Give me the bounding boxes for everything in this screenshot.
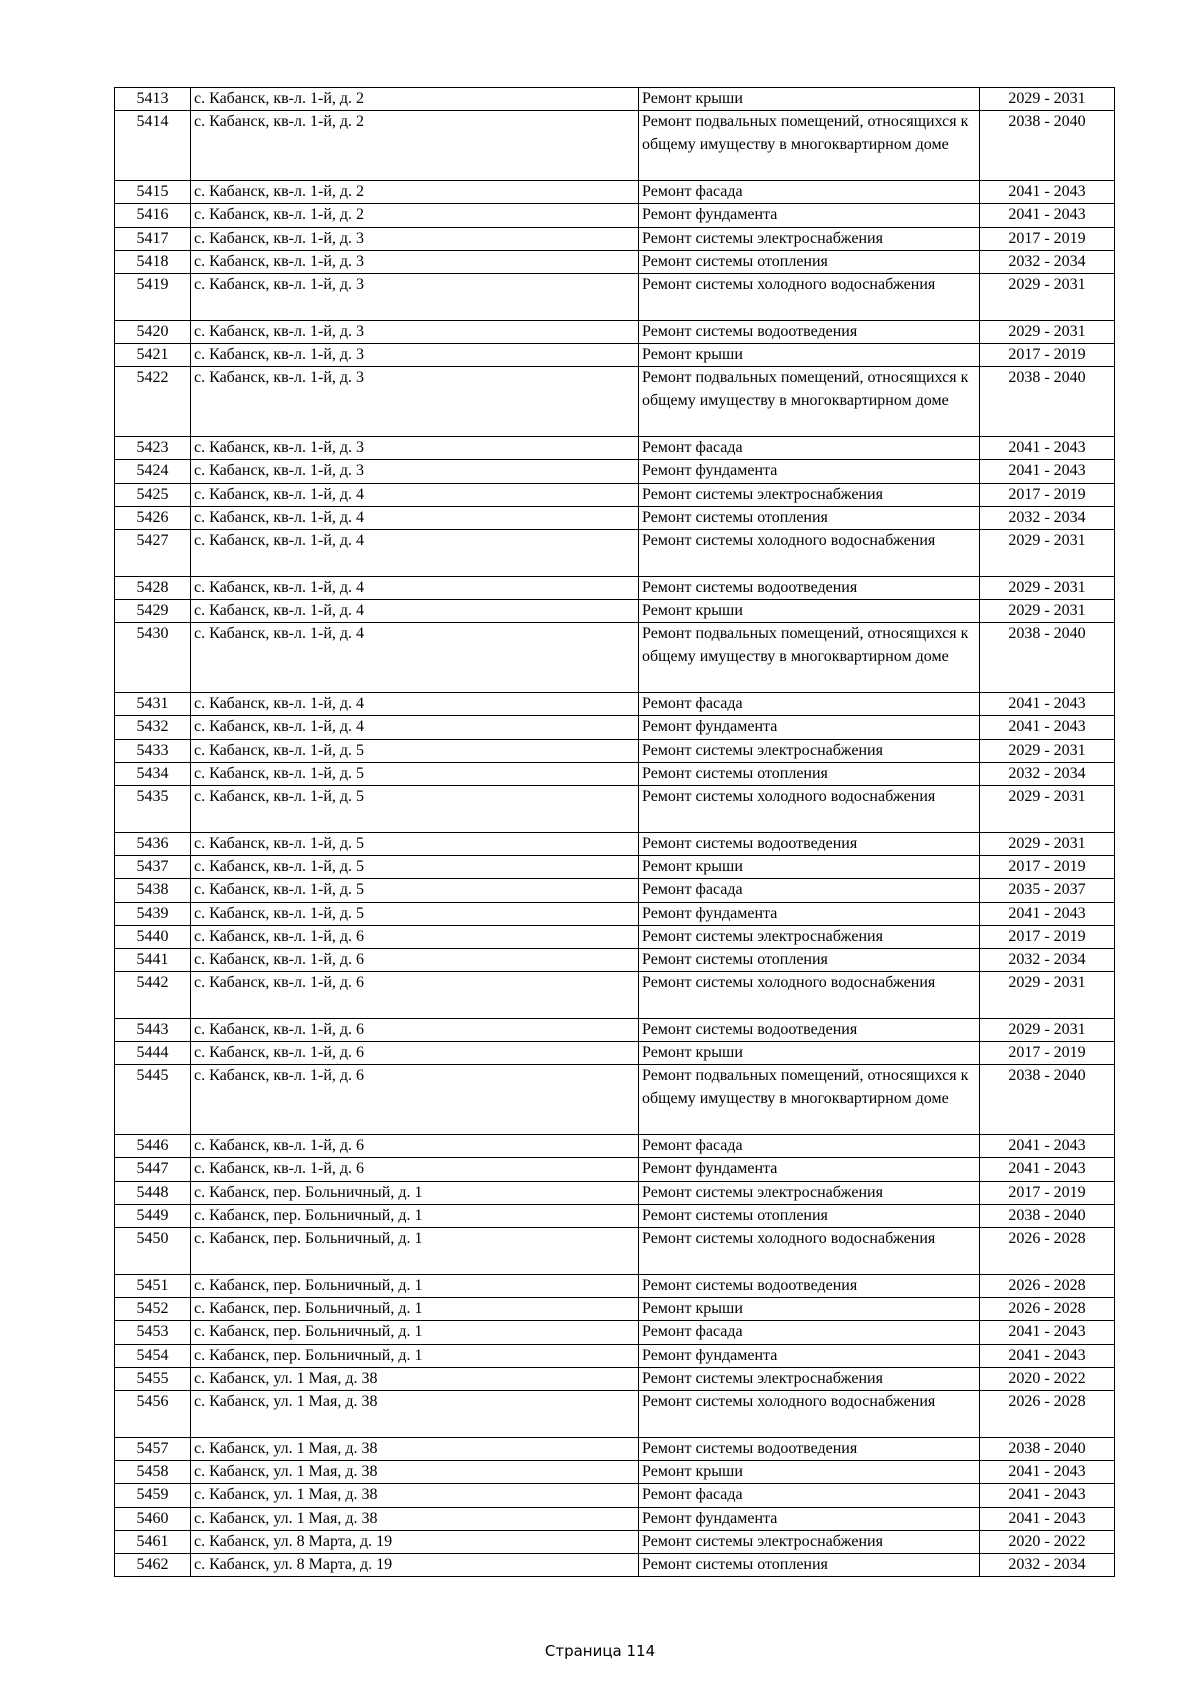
period-cell: 2026 - 2028: [980, 1298, 1115, 1321]
row-number-cell: 5429: [115, 599, 191, 622]
address-cell: с. Кабанск, ул. 1 Мая, д. 38: [191, 1484, 639, 1507]
work-type-cell: Ремонт фасада: [639, 879, 980, 902]
row-number-cell: 5447: [115, 1158, 191, 1181]
table-row: [115, 855, 1115, 878]
table-row: [115, 949, 1115, 972]
address-cell: с. Кабанск, кв-л. 1-й, д. 5: [191, 739, 639, 762]
address-cell: с. Кабанск, кв-л. 1-й, д. 6: [191, 1018, 639, 1041]
work-type-cell: Ремонт системы водоотведения: [639, 1274, 980, 1297]
table-row: [115, 1530, 1115, 1553]
work-type-cell: Ремонт системы отопления: [639, 250, 980, 273]
row-number-cell: 5441: [115, 949, 191, 972]
work-type-cell: Ремонт системы водоотведения: [639, 1018, 980, 1041]
work-type-cell: Ремонт фундамента: [639, 1344, 980, 1367]
period-cell: 2017 - 2019: [980, 925, 1115, 948]
period-cell: 2038 - 2040: [980, 623, 1115, 693]
row-number-cell: 5419: [115, 274, 191, 320]
work-type-cell: Ремонт системы отопления: [639, 949, 980, 972]
period-cell: 2038 - 2040: [980, 367, 1115, 437]
period-cell: 2017 - 2019: [980, 1042, 1115, 1065]
table-row: [115, 343, 1115, 366]
work-type-cell: Ремонт системы электроснабжения: [639, 925, 980, 948]
address-cell: с. Кабанск, ул. 1 Мая, д. 38: [191, 1437, 639, 1460]
period-cell: 2032 - 2034: [980, 949, 1115, 972]
address-cell: с. Кабанск, кв-л. 1-й, д. 5: [191, 879, 639, 902]
row-number-cell: 5421: [115, 343, 191, 366]
table-row: [115, 1367, 1115, 1390]
row-number-cell: 5443: [115, 1018, 191, 1041]
period-cell: 2029 - 2031: [980, 1018, 1115, 1041]
period-cell: 2017 - 2019: [980, 227, 1115, 250]
table-row: [115, 530, 1115, 576]
row-number-cell: 5457: [115, 1437, 191, 1460]
row-number-cell: 5414: [115, 111, 191, 181]
work-type-cell: Ремонт системы отопления: [639, 1205, 980, 1228]
address-cell: с. Кабанск, кв-л. 1-й, д. 6: [191, 949, 639, 972]
work-type-cell: Ремонт фасада: [639, 693, 980, 716]
table-body: [115, 88, 1115, 1577]
address-cell: с. Кабанск, кв-л. 1-й, д. 5: [191, 832, 639, 855]
table-row: [115, 1181, 1115, 1204]
period-cell: 2020 - 2022: [980, 1530, 1115, 1553]
work-type-cell: Ремонт фасада: [639, 181, 980, 204]
table-row: [115, 623, 1115, 693]
table-row: [115, 1158, 1115, 1181]
table-row: [115, 1135, 1115, 1158]
page-number: Страница 114: [544, 1642, 656, 1660]
period-cell: 2041 - 2043: [980, 460, 1115, 483]
period-cell: 2026 - 2028: [980, 1391, 1115, 1437]
work-type-cell: Ремонт фасада: [639, 1321, 980, 1344]
period-cell: 2041 - 2043: [980, 1135, 1115, 1158]
period-cell: 2041 - 2043: [980, 204, 1115, 227]
row-number-cell: 5454: [115, 1344, 191, 1367]
work-type-cell: Ремонт фундамента: [639, 902, 980, 925]
address-cell: с. Кабанск, кв-л. 1-й, д. 3: [191, 437, 639, 460]
table-row: [115, 437, 1115, 460]
table-row: [115, 274, 1115, 320]
row-number-cell: 5420: [115, 320, 191, 343]
work-type-cell: Ремонт системы электроснабжения: [639, 227, 980, 250]
work-type-cell: Ремонт системы холодного водоснабжения: [639, 786, 980, 832]
work-type-cell: Ремонт фасада: [639, 1135, 980, 1158]
work-type-cell: Ремонт системы электроснабжения: [639, 1530, 980, 1553]
period-cell: 2029 - 2031: [980, 832, 1115, 855]
row-number-cell: 5449: [115, 1205, 191, 1228]
row-number-cell: 5426: [115, 506, 191, 529]
period-cell: 2029 - 2031: [980, 274, 1115, 320]
row-number-cell: 5453: [115, 1321, 191, 1344]
row-number-cell: 5451: [115, 1274, 191, 1297]
work-type-cell: Ремонт системы холодного водоснабжения: [639, 530, 980, 576]
period-cell: 2032 - 2034: [980, 762, 1115, 785]
table-row: [115, 1274, 1115, 1297]
work-type-cell: Ремонт системы водоотведения: [639, 320, 980, 343]
work-type-cell: Ремонт системы электроснабжения: [639, 1181, 980, 1204]
work-type-cell: Ремонт системы электроснабжения: [639, 483, 980, 506]
table-row: [115, 739, 1115, 762]
table-row: [115, 227, 1115, 250]
period-cell: 2017 - 2019: [980, 1181, 1115, 1204]
period-cell: 2026 - 2028: [980, 1274, 1115, 1297]
row-number-cell: 5431: [115, 693, 191, 716]
table-row: [115, 506, 1115, 529]
period-cell: 2038 - 2040: [980, 1205, 1115, 1228]
row-number-cell: 5425: [115, 483, 191, 506]
row-number-cell: 5450: [115, 1228, 191, 1274]
row-number-cell: 5436: [115, 832, 191, 855]
address-cell: с. Кабанск, кв-л. 1-й, д. 5: [191, 902, 639, 925]
address-cell: с. Кабанск, кв-л. 1-й, д. 5: [191, 855, 639, 878]
work-type-cell: Ремонт подвальных помещений, относящихся к общему имуществу в многоквартирном доме: [639, 623, 980, 693]
address-cell: с. Кабанск, кв-л. 1-й, д. 4: [191, 623, 639, 693]
address-cell: с. Кабанск, кв-л. 1-й, д. 4: [191, 530, 639, 576]
row-number-cell: 5416: [115, 204, 191, 227]
address-cell: с. Кабанск, кв-л. 1-й, д. 6: [191, 1135, 639, 1158]
period-cell: 2041 - 2043: [980, 1460, 1115, 1483]
table-row: [115, 320, 1115, 343]
row-number-cell: 5432: [115, 716, 191, 739]
table-row: [115, 1391, 1115, 1437]
period-cell: 2026 - 2028: [980, 1228, 1115, 1274]
row-number-cell: 5448: [115, 1181, 191, 1204]
work-type-cell: Ремонт подвальных помещений, относящихся к общему имуществу в многоквартирном доме: [639, 367, 980, 437]
address-cell: с. Кабанск, кв-л. 1-й, д. 2: [191, 181, 639, 204]
row-number-cell: 5428: [115, 576, 191, 599]
address-cell: с. Кабанск, кв-л. 1-й, д. 6: [191, 1158, 639, 1181]
work-type-cell: Ремонт крыши: [639, 1460, 980, 1483]
row-number-cell: 5458: [115, 1460, 191, 1483]
work-type-cell: Ремонт фундамента: [639, 204, 980, 227]
row-number-cell: 5440: [115, 925, 191, 948]
address-cell: с. Кабанск, кв-л. 1-й, д. 6: [191, 1042, 639, 1065]
work-type-cell: Ремонт подвальных помещений, относящихся к общему имуществу в многоквартирном доме: [639, 111, 980, 181]
period-cell: 2041 - 2043: [980, 1484, 1115, 1507]
row-number-cell: 5415: [115, 181, 191, 204]
row-number-cell: 5461: [115, 1530, 191, 1553]
table-row: [115, 1460, 1115, 1483]
table-row: [115, 925, 1115, 948]
address-cell: с. Кабанск, кв-л. 1-й, д. 3: [191, 250, 639, 273]
table-row: [115, 972, 1115, 1018]
period-cell: 2032 - 2034: [980, 250, 1115, 273]
address-cell: с. Кабанск, кв-л. 1-й, д. 3: [191, 274, 639, 320]
row-number-cell: 5417: [115, 227, 191, 250]
row-number-cell: 5438: [115, 879, 191, 902]
address-cell: с. Кабанск, кв-л. 1-й, д. 4: [191, 693, 639, 716]
period-cell: 2029 - 2031: [980, 530, 1115, 576]
row-number-cell: 5418: [115, 250, 191, 273]
work-type-cell: Ремонт системы отопления: [639, 506, 980, 529]
table-row: [115, 1298, 1115, 1321]
work-type-cell: Ремонт системы электроснабжения: [639, 739, 980, 762]
table-row: [115, 786, 1115, 832]
table-row: [115, 88, 1115, 111]
work-type-cell: Ремонт системы отопления: [639, 1554, 980, 1577]
address-cell: с. Кабанск, кв-л. 1-й, д. 2: [191, 88, 639, 111]
period-cell: 2020 - 2022: [980, 1367, 1115, 1390]
table-row: [115, 460, 1115, 483]
row-number-cell: 5413: [115, 88, 191, 111]
row-number-cell: 5433: [115, 739, 191, 762]
work-type-cell: Ремонт системы водоотведения: [639, 1437, 980, 1460]
repair-schedule-table: [114, 87, 1115, 1577]
address-cell: с. Кабанск, пер. Больничный, д. 1: [191, 1274, 639, 1297]
period-cell: 2041 - 2043: [980, 181, 1115, 204]
row-number-cell: 5459: [115, 1484, 191, 1507]
address-cell: с. Кабанск, кв-л. 1-й, д. 4: [191, 576, 639, 599]
address-cell: с. Кабанск, пер. Больничный, д. 1: [191, 1205, 639, 1228]
address-cell: с. Кабанск, ул. 1 Мая, д. 38: [191, 1460, 639, 1483]
work-type-cell: Ремонт фасада: [639, 1484, 980, 1507]
address-cell: с. Кабанск, кв-л. 1-й, д. 4: [191, 716, 639, 739]
period-cell: 2029 - 2031: [980, 599, 1115, 622]
work-type-cell: Ремонт крыши: [639, 1042, 980, 1065]
address-cell: с. Кабанск, кв-л. 1-й, д. 3: [191, 367, 639, 437]
address-cell: с. Кабанск, пер. Больничный, д. 1: [191, 1321, 639, 1344]
table-row: [115, 716, 1115, 739]
work-type-cell: Ремонт крыши: [639, 599, 980, 622]
row-number-cell: 5460: [115, 1507, 191, 1530]
period-cell: 2041 - 2043: [980, 693, 1115, 716]
address-cell: с. Кабанск, кв-л. 1-й, д. 5: [191, 786, 639, 832]
table-row: [115, 1018, 1115, 1041]
row-number-cell: 5446: [115, 1135, 191, 1158]
period-cell: 2017 - 2019: [980, 483, 1115, 506]
period-cell: 2041 - 2043: [980, 1507, 1115, 1530]
table-row: [115, 181, 1115, 204]
row-number-cell: 5435: [115, 786, 191, 832]
table-row: [115, 1507, 1115, 1530]
table-row: [115, 576, 1115, 599]
period-cell: 2029 - 2031: [980, 972, 1115, 1018]
period-cell: 2029 - 2031: [980, 786, 1115, 832]
table-row: [115, 1065, 1115, 1135]
period-cell: 2038 - 2040: [980, 111, 1115, 181]
work-type-cell: Ремонт фундамента: [639, 716, 980, 739]
address-cell: с. Кабанск, пер. Больничный, д. 1: [191, 1344, 639, 1367]
table-row: [115, 1554, 1115, 1577]
row-number-cell: 5427: [115, 530, 191, 576]
row-number-cell: 5439: [115, 902, 191, 925]
period-cell: 2032 - 2034: [980, 506, 1115, 529]
period-cell: 2029 - 2031: [980, 88, 1115, 111]
period-cell: 2017 - 2019: [980, 855, 1115, 878]
row-number-cell: 5430: [115, 623, 191, 693]
table-row: [115, 693, 1115, 716]
address-cell: с. Кабанск, ул. 8 Марта, д. 19: [191, 1530, 639, 1553]
table-row: [115, 599, 1115, 622]
work-type-cell: Ремонт системы электроснабжения: [639, 1367, 980, 1390]
row-number-cell: 5442: [115, 972, 191, 1018]
period-cell: 2041 - 2043: [980, 1158, 1115, 1181]
table-row: [115, 762, 1115, 785]
period-cell: 2029 - 2031: [980, 576, 1115, 599]
work-type-cell: Ремонт системы водоотведения: [639, 576, 980, 599]
row-number-cell: 5455: [115, 1367, 191, 1390]
work-type-cell: Ремонт крыши: [639, 343, 980, 366]
work-type-cell: Ремонт системы водоотведения: [639, 832, 980, 855]
table-row: [115, 1321, 1115, 1344]
table-row: [115, 204, 1115, 227]
table-row: [115, 1484, 1115, 1507]
address-cell: с. Кабанск, кв-л. 1-й, д. 3: [191, 460, 639, 483]
period-cell: 2041 - 2043: [980, 1344, 1115, 1367]
work-type-cell: Ремонт системы холодного водоснабжения: [639, 274, 980, 320]
table-row: [115, 879, 1115, 902]
address-cell: с. Кабанск, пер. Больничный, д. 1: [191, 1298, 639, 1321]
row-number-cell: 5424: [115, 460, 191, 483]
table-row: [115, 1437, 1115, 1460]
table-row: [115, 832, 1115, 855]
address-cell: с. Кабанск, ул. 1 Мая, д. 38: [191, 1367, 639, 1390]
address-cell: с. Кабанск, кв-л. 1-й, д. 3: [191, 227, 639, 250]
row-number-cell: 5462: [115, 1554, 191, 1577]
period-cell: 2038 - 2040: [980, 1437, 1115, 1460]
work-type-cell: Ремонт системы холодного водоснабжения: [639, 1228, 980, 1274]
table-row: [115, 1228, 1115, 1274]
address-cell: с. Кабанск, ул. 1 Мая, д. 38: [191, 1507, 639, 1530]
period-cell: 2029 - 2031: [980, 739, 1115, 762]
work-type-cell: Ремонт крыши: [639, 1298, 980, 1321]
work-type-cell: Ремонт фундамента: [639, 1158, 980, 1181]
period-cell: 2032 - 2034: [980, 1554, 1115, 1577]
work-type-cell: Ремонт системы отопления: [639, 762, 980, 785]
table-row: [115, 250, 1115, 273]
row-number-cell: 5422: [115, 367, 191, 437]
period-cell: 2038 - 2040: [980, 1065, 1115, 1135]
address-cell: с. Кабанск, кв-л. 1-й, д. 4: [191, 599, 639, 622]
period-cell: 2041 - 2043: [980, 902, 1115, 925]
work-type-cell: Ремонт системы холодного водоснабжения: [639, 1391, 980, 1437]
work-type-cell: Ремонт фундамента: [639, 1507, 980, 1530]
address-cell: с. Кабанск, кв-л. 1-й, д. 6: [191, 972, 639, 1018]
period-cell: 2017 - 2019: [980, 343, 1115, 366]
work-type-cell: Ремонт системы холодного водоснабжения: [639, 972, 980, 1018]
address-cell: с. Кабанск, ул. 8 Марта, д. 19: [191, 1554, 639, 1577]
row-number-cell: 5456: [115, 1391, 191, 1437]
period-cell: 2041 - 2043: [980, 716, 1115, 739]
table-row: [115, 1344, 1115, 1367]
address-cell: с. Кабанск, ул. 1 Мая, д. 38: [191, 1391, 639, 1437]
address-cell: с. Кабанск, кв-л. 1-й, д. 3: [191, 320, 639, 343]
work-type-cell: Ремонт фундамента: [639, 460, 980, 483]
work-type-cell: Ремонт фасада: [639, 437, 980, 460]
table-row: [115, 1205, 1115, 1228]
address-cell: с. Кабанск, пер. Больничный, д. 1: [191, 1228, 639, 1274]
row-number-cell: 5444: [115, 1042, 191, 1065]
address-cell: с. Кабанск, кв-л. 1-й, д. 4: [191, 506, 639, 529]
address-cell: с. Кабанск, кв-л. 1-й, д. 3: [191, 343, 639, 366]
row-number-cell: 5423: [115, 437, 191, 460]
period-cell: 2041 - 2043: [980, 437, 1115, 460]
work-type-cell: Ремонт подвальных помещений, относящихся к общему имуществу в многоквартирном доме: [639, 1065, 980, 1135]
work-type-cell: Ремонт крыши: [639, 88, 980, 111]
period-cell: 2035 - 2037: [980, 879, 1115, 902]
row-number-cell: 5434: [115, 762, 191, 785]
table-row: [115, 367, 1115, 437]
period-cell: 2029 - 2031: [980, 320, 1115, 343]
period-cell: 2041 - 2043: [980, 1321, 1115, 1344]
work-type-cell: Ремонт крыши: [639, 855, 980, 878]
row-number-cell: 5452: [115, 1298, 191, 1321]
address-cell: с. Кабанск, кв-л. 1-й, д. 2: [191, 204, 639, 227]
table-row: [115, 111, 1115, 181]
address-cell: с. Кабанск, кв-л. 1-й, д. 6: [191, 925, 639, 948]
table-row: [115, 902, 1115, 925]
row-number-cell: 5437: [115, 855, 191, 878]
address-cell: с. Кабанск, кв-л. 1-й, д. 6: [191, 1065, 639, 1135]
table-row: [115, 483, 1115, 506]
table-row: [115, 1042, 1115, 1065]
address-cell: с. Кабанск, кв-л. 1-й, д. 5: [191, 762, 639, 785]
row-number-cell: 5445: [115, 1065, 191, 1135]
address-cell: с. Кабанск, кв-л. 1-й, д. 2: [191, 111, 639, 181]
address-cell: с. Кабанск, кв-л. 1-й, д. 4: [191, 483, 639, 506]
address-cell: с. Кабанск, пер. Больничный, д. 1: [191, 1181, 639, 1204]
